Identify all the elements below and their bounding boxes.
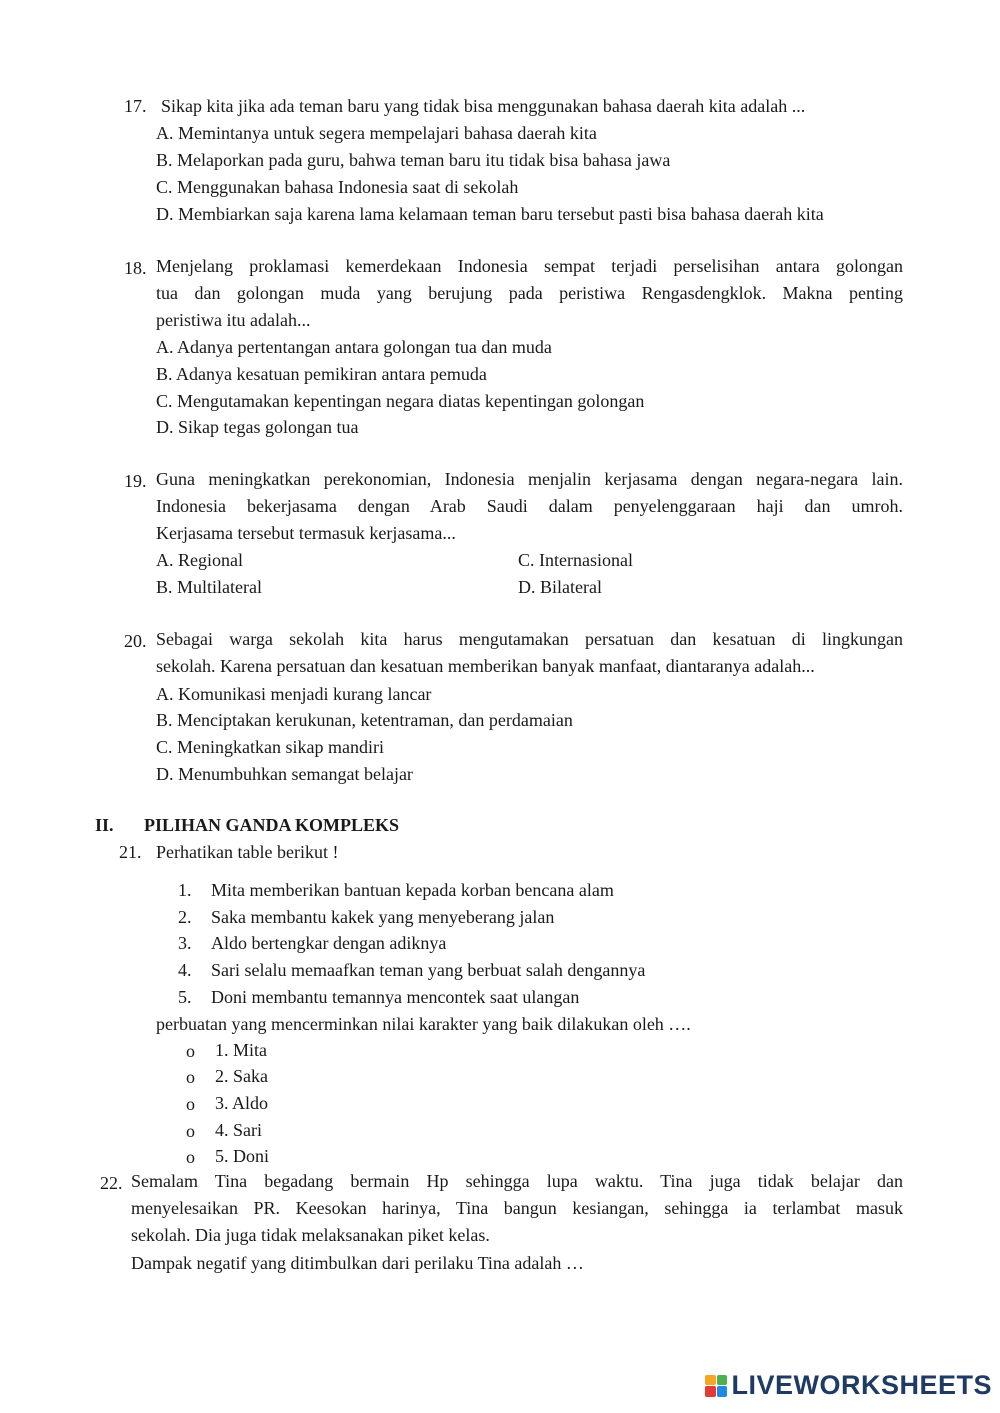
q18-option-c[interactable]: C. Mengutamakan kepentingan negara diatas kepentingan golongan [156,391,645,411]
q21-list-number: 1. [178,880,192,900]
q21-choice-1[interactable]: 1. Mita [215,1040,267,1060]
q21-choice-bullet[interactable]: o [186,1067,195,1087]
q21-choice-5[interactable]: 5. Doni [215,1146,269,1166]
q21-list-number: 5. [178,987,192,1007]
q21-choice-bullet[interactable]: o [186,1121,195,1141]
q17-question: Sikap kita jika ada teman baru yang tidak bisa menggunakan bahasa daerah kita adalah ... [161,96,806,116]
q21-list-number: 3. [178,933,192,953]
q21-list-number: 2. [178,907,192,927]
q21-list-item-4: Sari selalu memaafkan teman yang berbuat salah dengannya [211,960,646,980]
q19-option-c[interactable]: C. Internasional [518,550,633,570]
q21-question: Perhatikan table berikut ! [156,842,339,862]
liveworksheets-logo-text: LIVEWORKSHEETS [731,1370,992,1400]
q18-option-a[interactable]: A. Adanya pertentangan antara golongan tua dan muda [156,337,552,357]
q21-choice-2[interactable]: 2. Saka [215,1066,268,1086]
q21-list-item-1: Mita memberikan bantuan kepada korban bencana alam [211,880,614,900]
q18-number: 18. [124,258,147,278]
section-numeral: II. [95,815,114,835]
q22-question-line-3: sekolah. Dia juga tidak melaksanakan piket kelas. [131,1225,490,1245]
q22-question [131,1168,903,1249]
q18-option-d[interactable]: D. Sikap tegas golongan tua [156,417,359,437]
q20-option-d[interactable]: D. Menumbuhkan semangat belajar [156,764,413,784]
q20-question-line-1: Sebagai warga sekolah kita harus mengutamakan persatuan dan kesatuan di lingkungan [156,629,903,649]
q20-question [156,626,903,680]
q19-question [156,466,903,547]
q22-number: 22. [100,1173,123,1193]
q21-choice-bullet[interactable]: o [186,1147,195,1167]
q19-question-line-3: Kerjasama tersebut termasuk kerjasama... [156,523,456,543]
q18-option-b[interactable]: B. Adanya kesatuan pemikiran antara pemuda [156,364,487,384]
q19-option-d[interactable]: D. Bilateral [518,577,602,597]
q22-question-line-2: menyelesaikan PR. Keesokan harinya, Tina bangun kesiangan, sehingga ia terlambat masuk [131,1198,903,1218]
q19-option-a[interactable]: A. Regional [156,550,243,570]
q21-choice-bullet[interactable]: o [186,1041,195,1061]
section-title: PILIHAN GANDA KOMPLEKS [144,815,400,835]
q17-number: 17. [124,96,147,116]
q20-option-b[interactable]: B. Menciptakan kerukunan, ketentraman, dan perdamaian [156,710,573,730]
q19-question-line-1: Guna meningkatkan perekonomian, Indonesia menjalin kerjasama dengan negara-negara lain. [156,469,903,489]
q20-option-c[interactable]: C. Meningkatkan sikap mandiri [156,737,384,757]
q19-option-b[interactable]: B. Multilateral [156,577,262,597]
q21-list-item-3: Aldo bertengkar dengan adiknya [211,933,447,953]
q19-question-line-2: Indonesia bekerjasama dengan Arab Saudi dalam penyelenggaraan haji dan umroh. [156,496,903,516]
q21-list-number: 4. [178,960,192,980]
q22-question-line-1: Semalam Tina begadang bermain Hp sehingga lupa waktu. Tina juga tidak belajar dan [131,1171,903,1191]
q17-option-b[interactable]: B. Melaporkan pada guru, bahwa teman baru itu tidak bisa bahasa jawa [156,150,671,170]
q18-question-line-3: peristiwa itu adalah... [156,310,311,330]
q21-choice-4[interactable]: 4. Sari [215,1120,262,1140]
q18-question-line-1: Menjelang proklamasi kemerdekaan Indonesia sempat terjadi perselisihan antara golongan [156,256,903,276]
q20-number: 20. [124,631,147,651]
q21-list-item-2: Saka membantu kakek yang menyeberang jalan [211,907,555,927]
q19-number: 19. [124,471,147,491]
q17-option-c[interactable]: C. Menggunakan bahasa Indonesia saat di sekolah [156,177,519,197]
q22-prompt: Dampak negatif yang ditimbulkan dari perilaku Tina adalah … [131,1253,584,1273]
liveworksheets-logo-icon [705,1375,727,1397]
q21-choice-bullet[interactable]: o [186,1094,195,1114]
q18-question-line-2: tua dan golongan muda yang berujung pada peristiwa Rengasdengklok. Makna penting [156,283,903,303]
q17-option-a[interactable]: A. Memintanya untuk segera mempelajari bahasa daerah kita [156,123,597,143]
q17-option-d[interactable]: D. Membiarkan saja karena lama kelamaan teman baru tersebut pasti bisa bahasa daerah kita [156,204,824,224]
q20-option-a[interactable]: A. Komunikasi menjadi kurang lancar [156,684,432,704]
q21-list-item-5: Doni membantu temannya mencontek saat ulangan [211,987,580,1007]
q21-choice-3[interactable]: 3. Aldo [215,1093,269,1113]
q21-number: 21. [119,842,142,862]
q18-question [156,253,903,334]
q20-question-line-2: sekolah. Karena persatuan dan kesatuan memberikan banyak manfaat, diantaranya adalah... [156,656,815,676]
liveworksheets-logo[interactable] [705,1370,992,1401]
q21-prompt: perbuatan yang mencerminkan nilai karakter yang baik dilakukan oleh …. [156,1014,691,1034]
